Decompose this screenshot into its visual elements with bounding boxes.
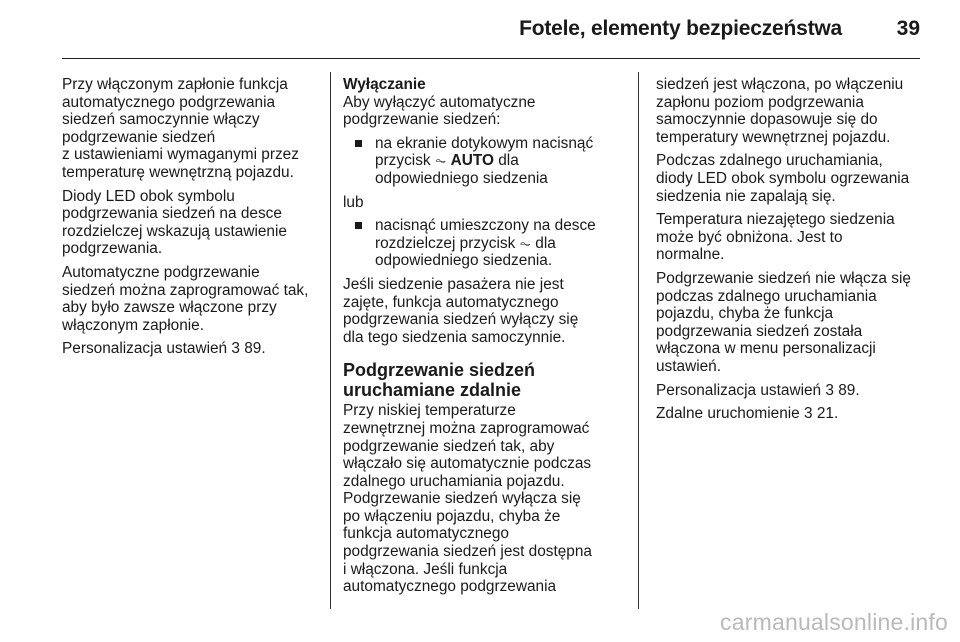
column-divider-2 — [638, 72, 639, 609]
bullet-dashboard — [343, 217, 625, 270]
page-ref-arrow-icon: 3 — [825, 381, 834, 399]
paragraph-remote-start-ref — [656, 405, 926, 423]
paragraph-auto-heating: Przy włączonym zapłonie funkcja automatycznego podgrzewania siedzeń samoczynnie włączy podgrzewanie siedzeń z ustawieniami wymaganymi przez temperaturę wewnętrzną pojazdu. — [62, 76, 299, 181]
page-title: Fotele, elementy bezpieczeństwa — [519, 17, 842, 40]
paragraph-empty-seat: Jeśli siedzenie pasażera nie jest zajęte, funkcja automatycznego podgrzewania siedzeń wyłączy się dla tego siedzenia samoczynnie. — [343, 275, 579, 346]
subhead-deactivation: Wyłączanie — [343, 76, 426, 93]
header-divider — [62, 58, 920, 59]
ref-text: Personalizacja ustawień — [656, 381, 822, 399]
paragraph-deactivation-intro: Aby wyłączyć automatyczne podgrzewanie siedzeń: — [343, 93, 536, 129]
bullet-text: na ekranie dotykowym nacisnąć przycisk — [375, 134, 594, 170]
bullet-text: dla odpowiedniego siedzenia — [375, 152, 548, 187]
paragraph-ignition-adjust: siedzeń jest włączona, po włączeniu zapłonu poziom podgrzewania samoczynnie dopasowuje się do temperatury wewnętrznej pojazdu. — [656, 76, 904, 146]
bullet-square-icon — [355, 140, 362, 147]
seat-heating-icon: ⏦ — [519, 234, 531, 251]
page-number: 39 — [896, 17, 920, 40]
column-3 — [656, 76, 926, 429]
paragraph-remote-personalization: Podgrzewanie siedzeń nie włącza się podczas zdalnego uruchamiania pojazdu, chyba że funkcja podgrzewania siedzeń została włączona w menu personalizacji ustawień. — [656, 269, 911, 375]
paragraph-programming: Automatyczne podgrzewanie siedzeń można zaprogramować tak, aby było zawsze włączone przy włączonym zapłonie. — [62, 263, 309, 334]
page-ref-link[interactable]: 21. — [816, 405, 839, 423]
paragraph-led-indicators: Diody LED obok symbolu podgrzewania siedzeń na desce rozdzielczej wskazują ustawienie podgrzewania. — [62, 187, 287, 258]
paragraph-personalization-ref — [62, 340, 324, 358]
page-header — [0, 0, 960, 60]
paragraph-remote-heating: Przy niskiej temperaturze zewnętrznej można zaprogramować podgrzewanie siedzeń tak, aby włączało się automatycznie podczas zdalnego uruchamiania pojazdu. Podgrzewanie siedzeń wyłącza się po włączeniu pojazdu, chyba że funkcja automatycznego podgrzewania siedzeń jest dostępna i włączona. Jeśli funkcja automatycznego podgrzewania — [343, 402, 592, 596]
page-ref-arrow-icon: 3 — [804, 405, 813, 423]
bullet-square-icon — [355, 222, 362, 229]
column-2 — [343, 76, 625, 602]
bullet-touchscreen — [343, 135, 625, 188]
section-title-remote-heating: Podgrzewanie siedzeń uruchamiane zdalnie — [343, 360, 536, 401]
ref-text: Zdalne uruchomienie — [656, 405, 800, 423]
column-1 — [62, 76, 324, 364]
page-ref-link[interactable]: 89. — [838, 381, 860, 399]
ref-text: Personalizacja ustawień — [62, 340, 228, 358]
text-or: lub — [343, 193, 364, 211]
paragraph-remote-led: Podczas zdalnego uruchamiania, diody LED obok symbolu ogrzewania siedzenia nie zapalają się. — [656, 152, 910, 205]
bullet-text: nacisnąć umieszczony na desce rozdzielczej przycisk — [375, 217, 596, 252]
page-ref-link[interactable]: 89. — [244, 340, 266, 358]
seat-heating-icon: ⏦ — [434, 152, 447, 169]
column-divider-1 — [330, 72, 331, 609]
paragraph-unoccupied-seat: Temperatura niezajętego siedzenia może być obniżona. Jest to normalne. — [656, 211, 895, 264]
paragraph-personalization-ref — [656, 382, 926, 400]
bullet-text: dla odpowiedniego siedzenia. — [375, 234, 556, 270]
page-ref-arrow-icon: 3 — [231, 340, 240, 358]
watermark: carmanualsonline.info — [720, 609, 948, 635]
auto-label: AUTO — [450, 152, 494, 170]
